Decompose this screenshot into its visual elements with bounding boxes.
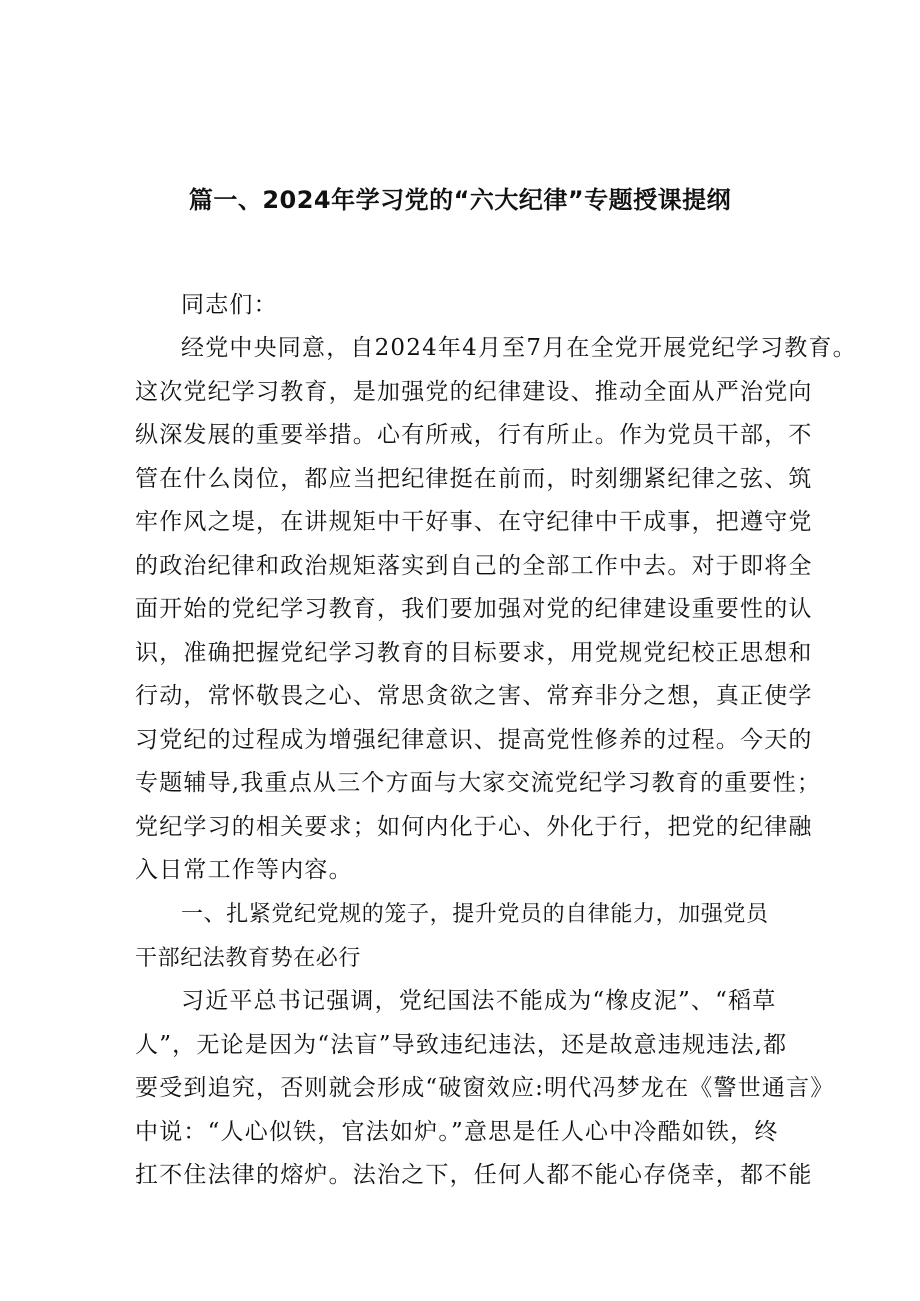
paragraph2-line: 人”，无论是因为“法盲”导致违纪违法，还是故意违规违法,都 bbox=[135, 1031, 788, 1058]
paragraph-1 bbox=[135, 327, 857, 893]
greeting-line: 同志们： bbox=[181, 292, 278, 318]
greeting bbox=[135, 284, 785, 328]
section-heading-1 bbox=[135, 893, 785, 980]
paragraph1-line: 纵深发展的重要举措。心有所戒，行有所止。作为党员干部，不 bbox=[135, 422, 813, 448]
paragraph1-line: 的政治纪律和政治规矩落实到自己的全部工作中去。对于即将全 bbox=[135, 552, 813, 579]
heading1-line: 一、扎紧党纪党规的笼子，提升党员的自律能力，加强党员 bbox=[181, 902, 769, 927]
document-title: 篇一、2024年学习党的“六大纪律”专题授课提纲 bbox=[188, 186, 732, 214]
paragraph2-line: 要受到追究，否则就会形成“破窗效应:明代冯梦龙在《警世通言》 bbox=[135, 1075, 835, 1101]
paragraph1-line: 这次党纪学习教育，是加强党的纪律建设、推动全面从严治党向 bbox=[135, 378, 813, 405]
paragraph1-line: 管在什么岗位，都应当把纪律挺在前而，时刻绷紧纪律之弦、筑 bbox=[135, 465, 813, 492]
paragraph1-line: 入日常工作等内容。 bbox=[135, 857, 353, 883]
paragraph1-line: 专题辅导,我重点从三个方面与大家交流党纪学习教育的重要性； bbox=[135, 770, 822, 796]
paragraph1-line: 牢作风之堤，在讲规矩中干好事、在守纪律中干成事，把遵守党 bbox=[135, 509, 813, 535]
paragraph2-line: 习近平总书记强调，党纪国法不能成为“橡皮泥”、“稻草 bbox=[181, 988, 777, 1014]
paragraph1-line: 经党中央同意，自2024年4月至7月在全党开展党纪学习教育。 bbox=[181, 335, 857, 361]
paragraph1-line: 习党纪的过程成为增强纪律意识、提高党性修养的过程。今天的 bbox=[135, 726, 813, 753]
paragraph1-line: 面开始的党纪学习教育，我们要加强对党的纪律建设重要性的认 bbox=[135, 596, 813, 622]
paragraph1-line: 行动，常怀敬畏之心、常思贪欲之害、常弃非分之想，真正使学 bbox=[135, 683, 813, 709]
paragraph-2 bbox=[135, 980, 835, 1198]
paragraph1-line: 识，准确把握党纪学习教育的目标要求，用党规党纪校正思想和 bbox=[135, 639, 813, 666]
paragraph1-line: 党纪学习的相关要求；如何内化于心、外化于行，把党的纪律融 bbox=[135, 813, 813, 840]
heading1-line: 干部纪法教育势在必行 bbox=[135, 945, 362, 971]
paragraph2-line: 扛不住法律的熔炉。法治之下，任何人都不能心存侥幸，都不能 bbox=[135, 1162, 813, 1188]
paragraph2-line: 中说：“人心似铁，官法如炉。”意思是任人心中冷酷如铁，终 bbox=[135, 1118, 779, 1145]
